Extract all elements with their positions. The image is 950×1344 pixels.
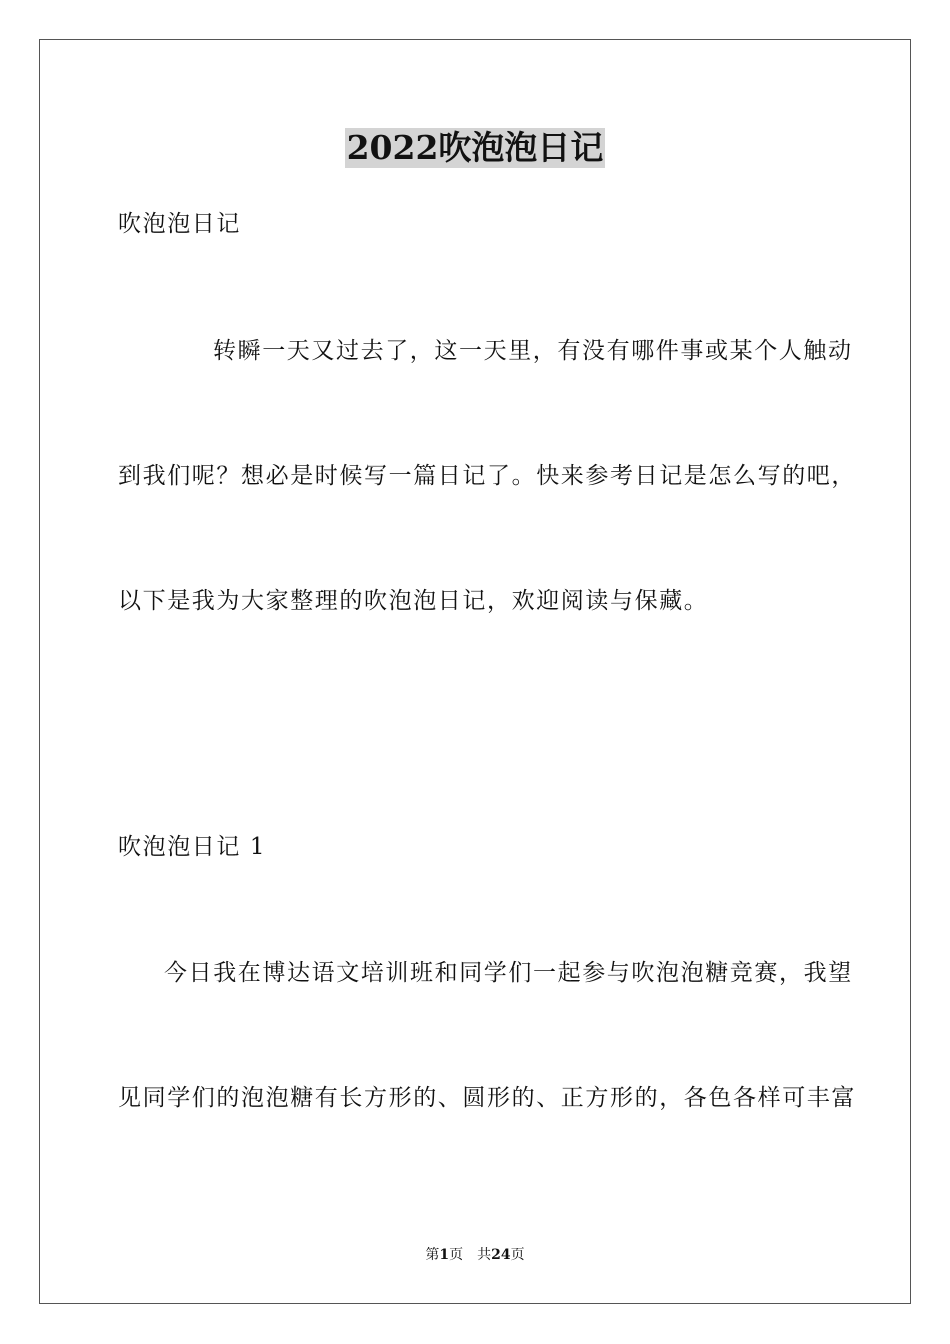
- title-container: [0, 128, 950, 168]
- intro-line-2: 到我们呢？想必是时候写一篇日记了。快来参考日记是怎么写的吧，: [118, 463, 856, 489]
- page-footer: [0, 1246, 950, 1264]
- page-number: 1: [439, 1247, 450, 1263]
- subtitle: 吹泡泡日记: [118, 211, 241, 237]
- section-line-1: 今日我在博达语文培训班和同学们一起参与吹泡泡糖竞赛，我望: [164, 960, 853, 986]
- section-heading: 吹泡泡日记 1: [118, 834, 267, 860]
- intro-line-1: 转瞬一天又过去了，这一天里，有没有哪件事或某个人触动: [213, 338, 853, 364]
- intro-line-3: 以下是我为大家整理的吹泡泡日记，欢迎阅读与保藏。: [118, 588, 709, 614]
- section-line-2: 见同学们的泡泡糖有长方形的、圆形的、正方形的，各色各样可丰富: [118, 1085, 856, 1111]
- document-title: 2022吹泡泡日记: [346, 128, 604, 167]
- page-prefix: 第: [425, 1247, 440, 1263]
- page-suffix: 页: [449, 1247, 464, 1263]
- total-pages: 24: [491, 1247, 511, 1263]
- total-suffix: 页: [510, 1247, 525, 1263]
- total-prefix: 共: [477, 1247, 492, 1263]
